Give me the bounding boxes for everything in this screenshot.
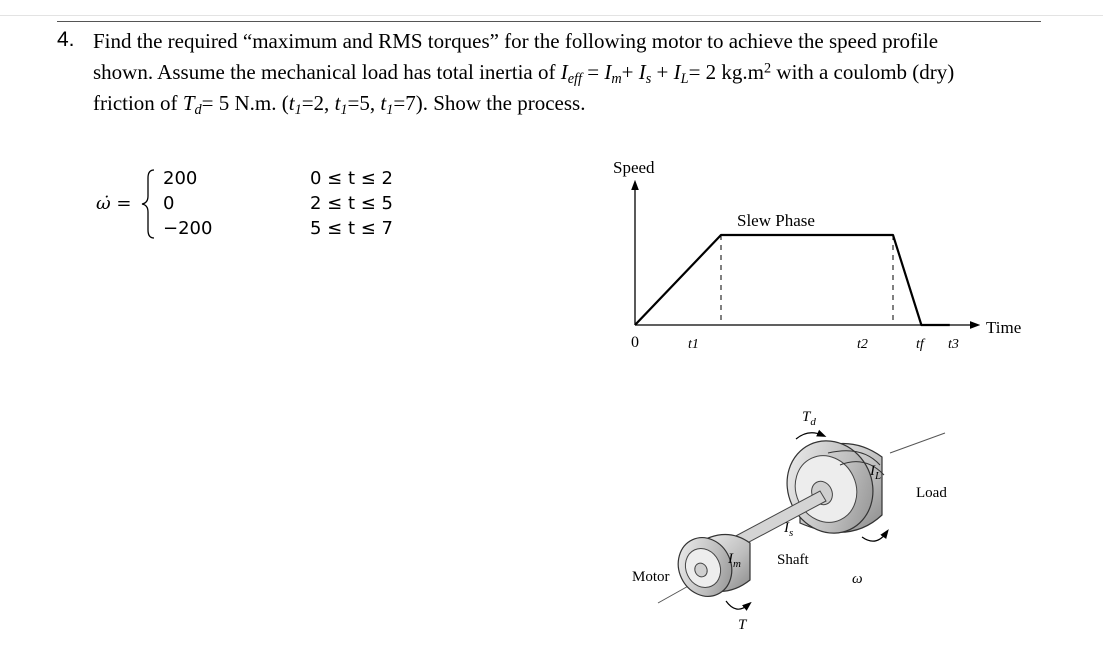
il-label: $I_L$ [870, 463, 882, 482]
omega-dot-lhs: ω̇ = [96, 193, 132, 214]
case-value-3: −200 [163, 218, 213, 239]
x-axis-label: Time [986, 318, 1022, 337]
question-number: 4. [57, 28, 75, 51]
speed-profile-chart [600, 150, 1050, 365]
im-label: $I_m$ [728, 551, 741, 570]
shaft-label: Shaft [777, 552, 809, 568]
td-label: $T_d$ [802, 409, 816, 428]
question-line-2: shown. Assume the mechanical load has total inertia of $I_{eff} = I_m+ I_s + I_L= 2$ $kg.m^2$ with a coulomb (dry) [93, 60, 955, 87]
tick-label-t1: t1 [688, 337, 699, 352]
case-condition-3: 5 ≤ t ≤ 7 [310, 218, 394, 239]
top-divider [0, 15, 1103, 16]
cases-brace [140, 168, 162, 240]
load-axis-line [890, 433, 945, 453]
origin-label: 0 [631, 334, 639, 351]
y-axis-label: Speed [613, 158, 655, 177]
ieff-symbol: $I_{eff}$ [560, 60, 582, 87]
case-condition-2: 2 ≤ t ≤ 5 [310, 193, 394, 214]
load-label: Load [916, 485, 947, 501]
case-value-2: 0 [163, 193, 175, 214]
motor-label: Motor [632, 569, 670, 585]
torque-label: T [738, 617, 747, 633]
tick-label-tf: tf [916, 337, 924, 352]
tick-label-t3: t3 [948, 337, 959, 352]
case-condition-1: 0 ≤ t ≤ 2 [310, 168, 394, 189]
motor-torque-arrow [726, 601, 748, 609]
omega-label: ω [852, 571, 863, 587]
question-line-3: friction of $T_d= 5$ N.m. ($t_1=2$, $t_1=5$, $t_1=7$). Show the process. [93, 91, 586, 118]
load-speed-arrow [862, 533, 886, 541]
case-value-1: 200 [163, 168, 198, 189]
question-divider [57, 21, 1041, 22]
speed-profile-line [635, 235, 950, 325]
is-label: $I_s$ [784, 520, 794, 539]
question-line-1: Find the required “maximum and RMS torques” for the following motor to achieve the speed profile [93, 29, 939, 53]
tick-label-t2: t2 [857, 337, 868, 352]
friction-torque-arrow [796, 433, 822, 439]
slew-phase-annotation: Slew Phase [737, 211, 815, 230]
motor-load-diagram [600, 395, 970, 635]
